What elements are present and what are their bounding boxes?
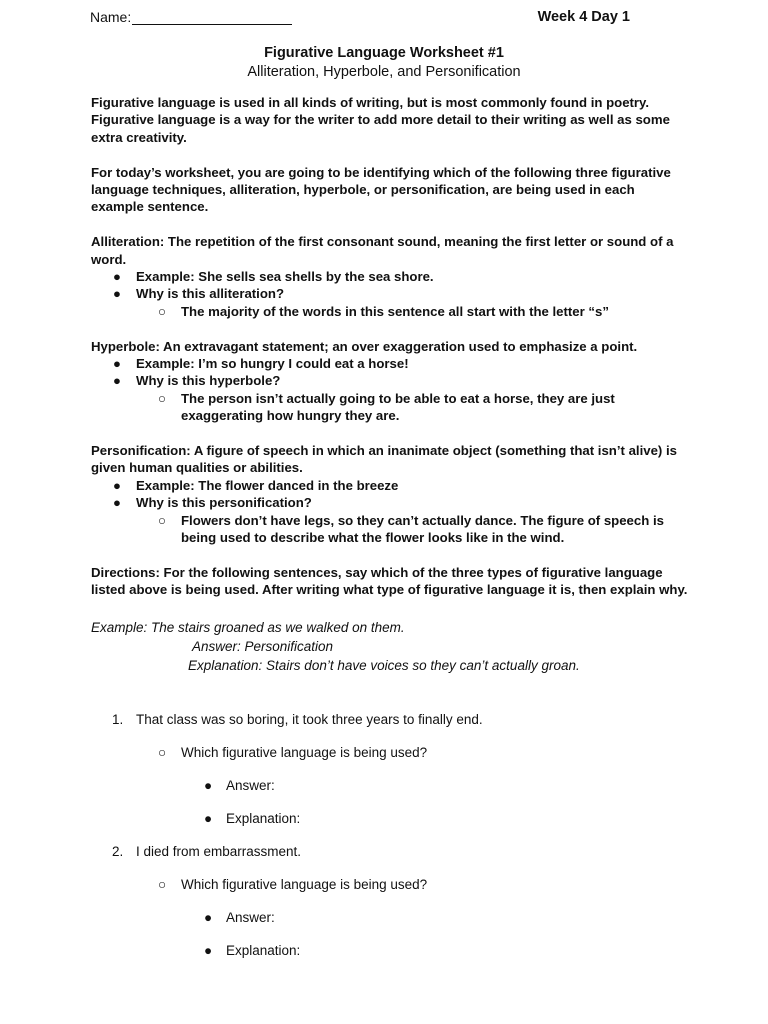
answer-label: Answer: bbox=[226, 910, 275, 925]
circle-bullet-icon: ○ bbox=[158, 745, 167, 760]
answer-label: Answer: bbox=[226, 778, 275, 793]
worksheet-body bbox=[91, 94, 691, 675]
why-item bbox=[91, 372, 691, 389]
bullet-icon: ● bbox=[204, 778, 213, 793]
prompt-text: Which figurative language is being used? bbox=[181, 877, 428, 892]
prompt-text: Which figurative language is being used? bbox=[181, 745, 428, 760]
why-item bbox=[91, 494, 691, 511]
name-blank-line[interactable] bbox=[132, 24, 292, 25]
questions-list bbox=[91, 712, 691, 976]
worked-example bbox=[91, 618, 691, 675]
definition-text: Personification: A figure of speech in which an inanimate object (something that isn’t alive) is given human qualities or abilities. bbox=[91, 443, 677, 476]
question-number: 1. bbox=[112, 712, 124, 727]
name-label: Name: bbox=[90, 9, 132, 25]
worked-example-answer: Answer: Personification bbox=[192, 638, 334, 654]
worked-example-explanation: Explanation: Stairs don’t have voices so they can’t actually groan. bbox=[188, 657, 580, 673]
example-text: Example: The flower danced in the breeze bbox=[136, 477, 399, 493]
bullet-icon: ● bbox=[113, 477, 121, 493]
bullet-icon: ● bbox=[204, 910, 213, 925]
question-2-prompt bbox=[91, 877, 691, 910]
intro-paragraph-2: For today’s worksheet, you are going to be identifying which of the following three figurative language techniques, alliteration, hyperbole, or personification, are being used in each example sentence. bbox=[91, 164, 671, 215]
reason-item bbox=[91, 512, 691, 547]
question-2-answer[interactable] bbox=[91, 910, 691, 943]
why-item bbox=[91, 285, 691, 302]
circle-bullet-icon: ○ bbox=[158, 877, 167, 892]
question-2-explanation[interactable] bbox=[91, 943, 691, 976]
intro-paragraph-1: Figurative language is used in all kinds of writing, but is most commonly found in poetry. Figurative language is a way for the writer to add more detail to their writing as well as some extra creativity. bbox=[91, 95, 670, 145]
definition-hyperbole bbox=[91, 338, 691, 425]
explanation-label: Explanation: bbox=[226, 811, 301, 826]
worksheet-subtitle: Alliteration, Hyperbole, and Personification bbox=[247, 64, 521, 80]
bullet-icon: ● bbox=[113, 286, 121, 302]
bullet-icon: ● bbox=[204, 811, 213, 826]
bullet-icon: ● bbox=[113, 373, 121, 389]
bullet-icon: ● bbox=[113, 269, 121, 285]
explanation-label: Explanation: bbox=[226, 943, 301, 958]
example-item bbox=[91, 268, 691, 285]
question-1-answer[interactable] bbox=[91, 778, 691, 811]
circle-bullet-icon: ○ bbox=[158, 303, 166, 319]
question-1-prompt bbox=[91, 745, 691, 778]
definition-text: Alliteration: The repetition of the first consonant sound, meaning the first letter or sound of a word. bbox=[91, 234, 674, 267]
circle-bullet-icon: ○ bbox=[158, 512, 166, 528]
directions-text: Directions: For the following sentences, say which of the three types of figurative language listed above is being used. After writing what type of figurative language it is, then explain why. bbox=[91, 564, 688, 598]
question-1-explanation[interactable] bbox=[91, 811, 691, 844]
bullet-icon: ● bbox=[113, 495, 121, 511]
worksheet-title: Figurative Language Worksheet #1 bbox=[264, 45, 504, 61]
reason-text: Flowers don’t have legs, so they can’t actually dance. The figure of speech is being used to describe what the flower looks like in the wind. bbox=[181, 512, 664, 546]
question-2 bbox=[91, 844, 691, 877]
example-text: Example: She sells sea shells by the sea shore. bbox=[136, 269, 434, 285]
worked-example-sentence: Example: The stairs groaned as we walked on them. bbox=[91, 619, 405, 635]
definition-alliteration bbox=[91, 233, 691, 320]
bullet-icon: ● bbox=[204, 943, 213, 958]
week-day-label: Week 4 Day 1 bbox=[537, 9, 630, 25]
reason-text: The majority of the words in this sentence all start with the letter “s” bbox=[181, 303, 609, 319]
definition-personification bbox=[91, 442, 691, 546]
example-item bbox=[91, 477, 691, 494]
reason-text: The person isn’t actually going to be able to eat a horse, they are just exaggerating how hungry they are. bbox=[181, 390, 615, 424]
header-row bbox=[90, 9, 630, 29]
question-number: 2. bbox=[112, 844, 124, 859]
why-text: Why is this alliteration? bbox=[136, 286, 285, 302]
why-text: Why is this hyperbole? bbox=[136, 373, 281, 389]
example-item bbox=[91, 355, 691, 372]
why-text: Why is this personification? bbox=[136, 495, 312, 511]
circle-bullet-icon: ○ bbox=[158, 390, 166, 406]
question-sentence: That class was so boring, it took three years to finally end. bbox=[136, 712, 483, 727]
example-text: Example: I’m so hungry I could eat a horse! bbox=[136, 356, 409, 372]
question-sentence: I died from embarrassment. bbox=[136, 844, 302, 859]
reason-item bbox=[91, 303, 691, 320]
bullet-icon: ● bbox=[113, 356, 121, 372]
reason-item bbox=[91, 390, 691, 425]
question-1 bbox=[91, 712, 691, 745]
definition-text: Hyperbole: An extravagant statement; an over exaggeration used to emphasize a point. bbox=[91, 338, 638, 354]
